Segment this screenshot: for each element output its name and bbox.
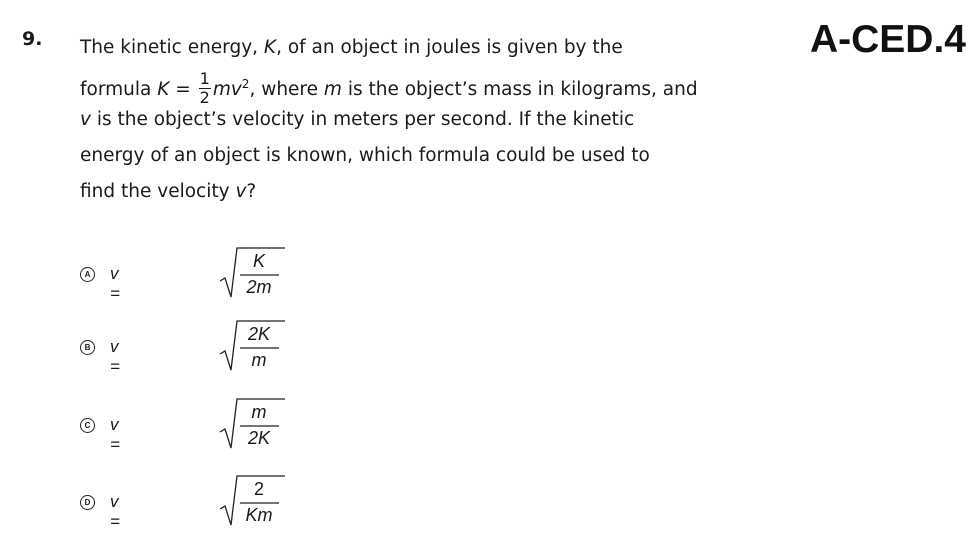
standard-code: A-CED.4 xyxy=(809,18,966,61)
stem-line-3: v is the object’s velocity in meters per second. If the kinetic xyxy=(80,109,635,130)
one-half-fraction: $\frac{1}{2}$ xyxy=(199,68,210,107)
stem-line-5: find the velocity v? xyxy=(80,181,257,202)
choice-d-numerator: 2 xyxy=(253,479,264,499)
stem-line-2: formula K = $\frac{1}{2}$ $mv^2$, where m is the object’s mass in kilograms, and xyxy=(80,68,698,107)
stem-line-1: The kinetic energy, K, of an object in joules is given by the xyxy=(80,37,623,58)
choice-d-lhs: v = xyxy=(110,492,120,531)
var-K: K xyxy=(263,37,277,58)
choice-b-lhs: v = xyxy=(110,337,120,376)
choice-c-bubble[interactable]: C xyxy=(80,418,95,433)
choice-c-lhs: v = xyxy=(110,415,120,454)
choice-a-lhs: v = xyxy=(110,264,120,303)
choice-c-denominator: 2K xyxy=(247,428,271,448)
choice-a-bubble[interactable]: A xyxy=(80,267,95,282)
choice-b-bubble[interactable]: B xyxy=(80,340,95,355)
choice-a-numerator: K xyxy=(252,251,265,271)
stem-line-4: energy of an object is known, which formula could be used to xyxy=(80,145,650,166)
question-number: 9. xyxy=(22,28,43,50)
choice-b-numerator: 2K xyxy=(247,324,271,344)
choice-d-bubble[interactable]: D xyxy=(80,495,95,510)
choice-b-denominator: m xyxy=(251,350,267,370)
question-stem xyxy=(80,30,780,210)
choice-a-denominator: 2m xyxy=(246,277,272,297)
choice-c-numerator: m xyxy=(251,402,267,422)
choice-d-denominator: Km xyxy=(245,505,273,525)
